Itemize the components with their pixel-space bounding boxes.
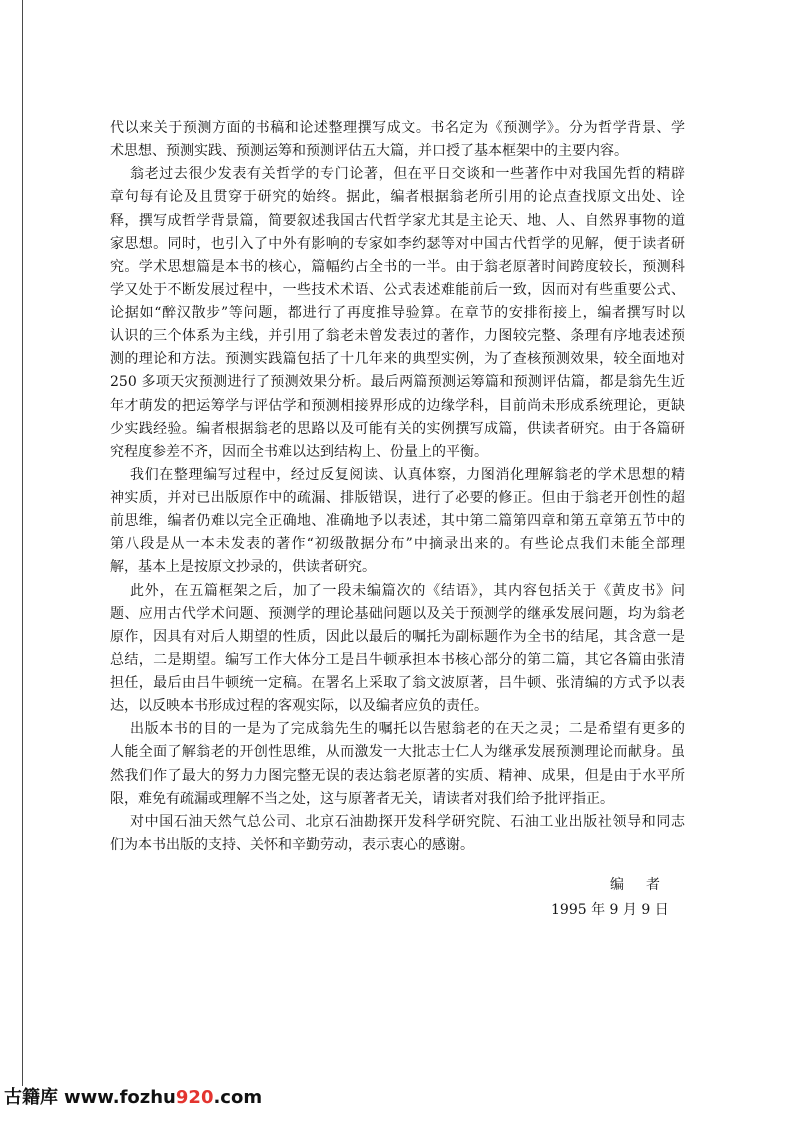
text-line: 我们在整理编写过程中，经过反复阅读、认真体察，力图消化理解翁老的学术思想的精 (130, 466, 685, 483)
text-line: 神实质，并对已出版原作中的疏漏、排版错误，进行了必要的修正。但由于翁老开创性的超 (110, 490, 685, 506)
text-line: 第八段是从一本未发表的著作“初级散据分布”中摘录出来的。有些论点我们未能全部理 (110, 536, 685, 553)
signature-author: 编 者 (610, 877, 664, 893)
text-line: 们为本书出版的支持、关怀和辛勤劳动，表示衷心的感谢。 (110, 836, 474, 853)
site-watermark (4, 1086, 266, 1110)
text-line: 前思维，编者仍难以完全正确地、准确地予以表述，其中第二篇第四章和第五章第五节中的 (110, 513, 685, 530)
paragraph (110, 464, 685, 580)
text-line: 250 多项天灾预测进行了预测效果分析。最后两篇预测运筹篇和预测评估篇，都是翁先生近 (110, 374, 685, 391)
text-line: 究程度参差不齐，因而全书难以达到结构上、份量上的平衡。 (110, 443, 488, 460)
text-line: 论据如“醉汉散步”等问题，都进行了再度推导验算。在章节的安排衔接上，编者撰写时以 (110, 305, 685, 321)
signature-date: 1995 年 9 月 9 日 (551, 902, 669, 918)
paragraph (110, 811, 685, 857)
text-line: 人能全面了解翁老的开创性思维，从而激发一大批志士仁人为继承发展预测理论而献身。虽 (110, 744, 685, 761)
text-line: 担任，最后由吕牛顿统一定稿。在署名上采取了翁文波原著，吕牛顿、张清编的方式予以表 (110, 675, 685, 691)
text-line: 总结，二是期望。编写工作大体分工是吕牛顿承担本书核心部分的第二篇，其它各篇由张清 (110, 651, 685, 668)
text-line: 题、应用古代学术问题、预测学的理论基础问题以及关于预测学的继承发展问题，均为翁老 (110, 605, 685, 622)
text-line: 翁老过去很少发表有关哲学的专门论著，但在平日交谈和一些著作中对我国先哲的精辟 (130, 166, 685, 183)
watermark-url-head: www.fozhu (64, 1087, 176, 1108)
paragraph (110, 718, 685, 811)
text-line: 究。学术思想篇是本书的核心，篇幅约占全书的一半。由于翁老原著时间跨度较长，预测科 (110, 258, 685, 275)
text-line: 章句每有论及且贯穿于研究的始终。据此，编者根据翁老所引用的论点查找原文出处、诠 (110, 189, 685, 206)
text-line: 对中国石油天然气总公司、北京石油勘探开发科学研究院、石油工业出版社领导和同志 (130, 813, 685, 830)
watermark-url-tail: .com (213, 1087, 263, 1108)
text-line: 家思想。同时，也引入了中外有影响的专家如李约瑟等对中国古代哲学的见解，便于读者研 (110, 235, 685, 252)
text-line: 术思想、预测实践、预测运筹和预测评估五大篇，并口授了基本框架中的主要内容。 (110, 143, 628, 160)
watermark-site-name: 古籍库 (4, 1087, 58, 1108)
page-margin-rule (22, 0, 23, 1086)
paragraph (110, 117, 685, 163)
text-line: 代以来关于预测方面的书稿和论述整理撰写成文。书名定为《预测学》。分为哲学背景、学 (110, 120, 685, 136)
preface-body (110, 117, 685, 857)
watermark-url-accent: 920 (175, 1087, 214, 1108)
text-line: 年才萌发的把运筹学与评估学和预测相接界形成的边缘学科，目前尚未形成系统理论，更缺 (110, 397, 685, 414)
text-line: 出版本书的目的一是为了完成翁先生的嘱托以告慰翁老的在天之灵；二是希望有更多的 (130, 721, 685, 738)
text-line: 原作，因具有对后人期望的性质，因此以最后的嘱托为副标题作为全书的结尾，其含意一是 (110, 628, 685, 645)
paragraph (110, 163, 685, 464)
text-line: 学又处于不断发展过程中，一些技术术语、公式表述难能前后一致，因而对有些重要公式、 (110, 281, 685, 298)
text-line: 然我们作了最大的努力力图完整无误的表达翁老原著的实质、精神、成果，但是由于水平所 (110, 767, 685, 784)
text-line: 少实践经验。编者根据翁老的思路以及可能有关的实例撰写成篇，供读者研究。由于各篇研 (110, 420, 685, 437)
text-line: 认识的三个体系为主线，并引用了翁老未曾发表过的著作，力图较完整、条理有序地表述预 (110, 328, 685, 345)
text-line: 解，基本上是按原文抄录的，供读者研究。 (110, 559, 376, 576)
text-line: 达，以反映本书形成过程的客观实际，以及编者应负的责任。 (110, 698, 488, 715)
text-line: 释，撰写成哲学背景篇，简要叙述我国古代哲学家尤其是主论天、地、人、自然界事物的道 (110, 212, 685, 229)
text-line: 测的理论和方法。预测实践篇包括了十几年来的典型实例，为了查核预测效果，较全面地对 (110, 351, 685, 368)
text-line: 此外，在五篇框架之后，加了一段未编篇次的《结语》，其内容包括关于《黄皮书》问 (130, 582, 685, 599)
text-line: 限，难免有疏漏或理解不当之处，这与原著者无关，请读者对我们给予批评指正。 (110, 790, 614, 807)
paragraph (110, 580, 685, 719)
